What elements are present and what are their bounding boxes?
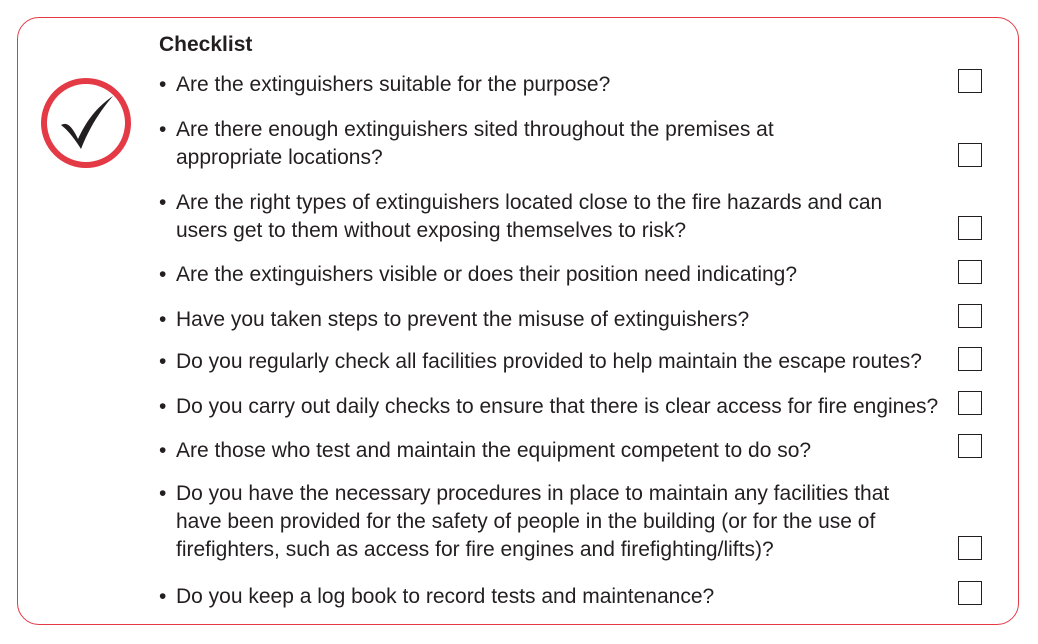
checklist-checkbox[interactable] bbox=[958, 143, 982, 167]
checklist-checkbox[interactable] bbox=[958, 536, 982, 560]
bullet-icon: • bbox=[159, 350, 167, 373]
checklist-item bbox=[159, 393, 938, 421]
checklist-item-text: • Are there enough extinguishers sited throughout the premises at bbox=[159, 116, 774, 144]
checklist-item bbox=[159, 583, 714, 611]
checklist-item bbox=[159, 306, 749, 334]
checklist-checkbox[interactable] bbox=[958, 434, 982, 458]
bullet-icon: • bbox=[159, 118, 167, 141]
checklist-item bbox=[159, 261, 797, 289]
checklist-item-text: • Have you taken steps to prevent the misuse of extinguishers? bbox=[159, 306, 749, 334]
checklist-item-text: firefighters, such as access for fire engines and firefighting/lifts)? bbox=[176, 538, 774, 561]
checklist-checkbox[interactable] bbox=[958, 581, 982, 605]
checklist-item-text: • Are the extinguishers visible or does their position need indicating? bbox=[159, 261, 797, 289]
checklist-checkbox[interactable] bbox=[958, 391, 982, 415]
checklist-item bbox=[159, 189, 882, 245]
checklist-item-text: • Are the right types of extinguishers located close to the fire hazards and can bbox=[159, 189, 882, 217]
checklist-checkbox[interactable] bbox=[958, 69, 982, 93]
bullet-icon: • bbox=[159, 585, 167, 608]
checklist-checkbox[interactable] bbox=[958, 347, 982, 371]
checklist-item-text: • Do you regularly check all facilities provided to help maintain the escape routes? bbox=[159, 348, 922, 376]
bullet-icon: • bbox=[159, 439, 167, 462]
checklist-checkbox[interactable] bbox=[958, 216, 982, 240]
checklist-item-text: • Are the extinguishers suitable for the purpose? bbox=[159, 71, 610, 99]
checklist-item-text: users get to them without exposing themselves to risk? bbox=[176, 219, 687, 242]
checklist-item-text: appropriate locations? bbox=[176, 146, 383, 169]
checklist-item-text: • Do you have the necessary procedures in place to maintain any facilities that bbox=[159, 480, 889, 508]
checklist-item-text: • Do you carry out daily checks to ensure that there is clear access for fire engines? bbox=[159, 393, 938, 421]
checklist-title: Checklist bbox=[159, 33, 253, 56]
checklist-item bbox=[159, 348, 922, 376]
checklist-item-text: have been provided for the safety of people in the building (or for the use of bbox=[176, 510, 876, 533]
bullet-icon: • bbox=[159, 482, 167, 505]
bullet-icon: • bbox=[159, 191, 167, 214]
checkmark-icon bbox=[40, 77, 132, 169]
checklist-item-text: • Do you keep a log book to record tests and maintenance? bbox=[159, 583, 714, 611]
checklist-item bbox=[159, 71, 610, 99]
checklist-item-text: • Are those who test and maintain the equipment competent to do so? bbox=[159, 437, 811, 465]
checklist-item bbox=[159, 480, 889, 564]
bullet-icon: • bbox=[159, 263, 167, 286]
checklist-item bbox=[159, 116, 774, 172]
checklist-checkbox[interactable] bbox=[958, 260, 982, 284]
bullet-icon: • bbox=[159, 73, 167, 96]
bullet-icon: • bbox=[159, 308, 167, 331]
bullet-icon: • bbox=[159, 395, 167, 418]
checklist-item bbox=[159, 437, 811, 465]
checklist-checkbox[interactable] bbox=[958, 304, 982, 328]
